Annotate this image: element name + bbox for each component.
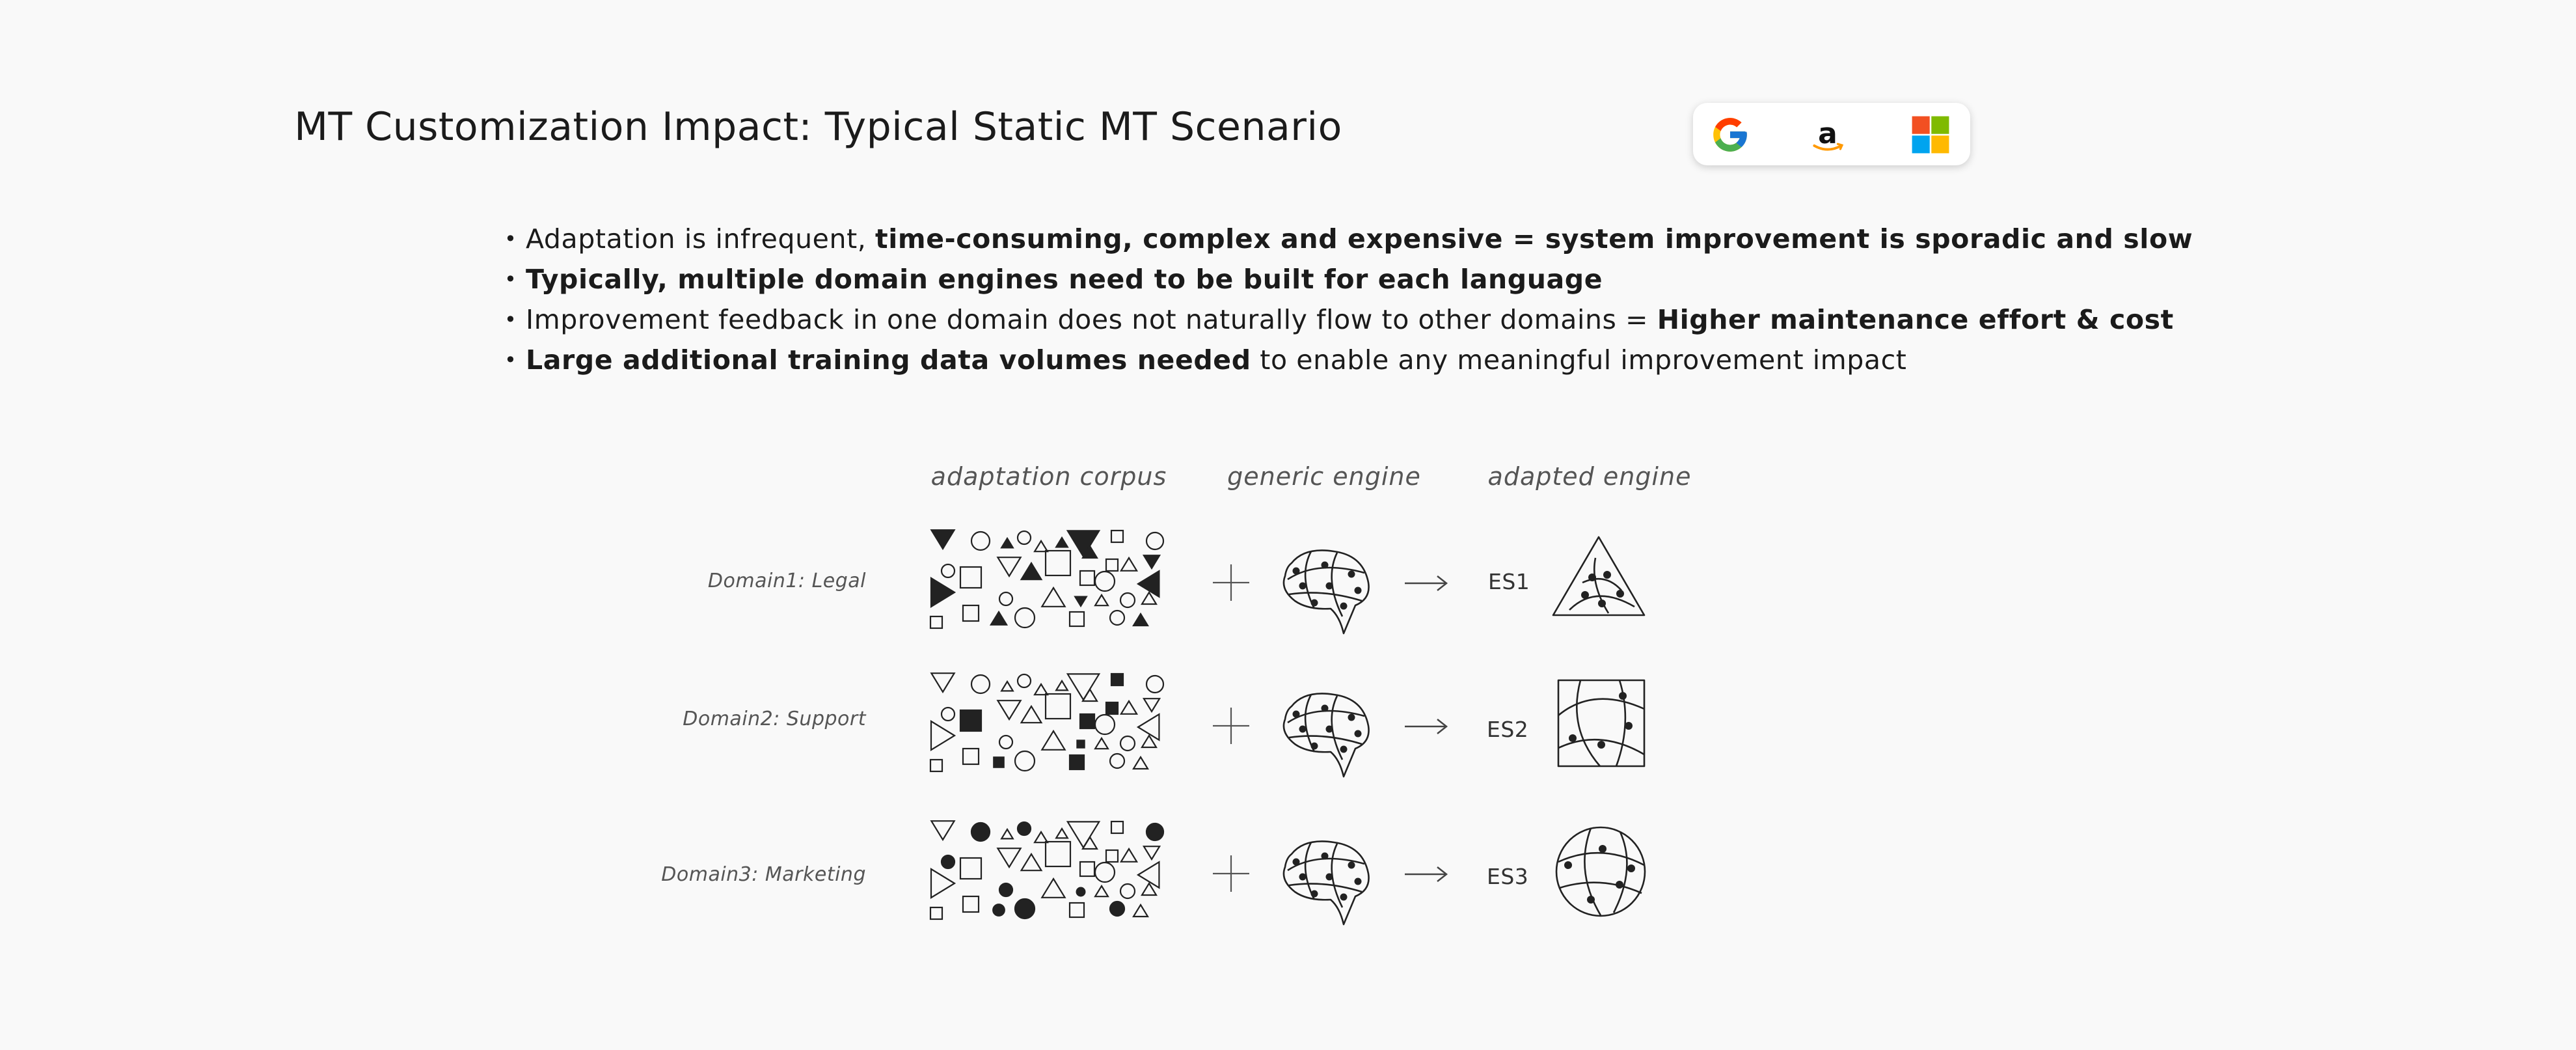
corpus-shape (1070, 755, 1084, 769)
corpus-shape (1144, 555, 1159, 568)
corpus-shape (1022, 563, 1042, 579)
corpus-shape (1080, 862, 1094, 876)
corpus-shape (931, 721, 955, 750)
engine-label: ES3 (1487, 864, 1529, 889)
corpus-shape (1110, 902, 1124, 916)
adaptation-corpus (929, 674, 1169, 778)
plus-icon (1212, 706, 1251, 745)
slide-title: MT Customization Impact: Typical Static MT Scenario (294, 104, 1342, 150)
corpus-shape (1046, 694, 1070, 719)
corpus-shape (1001, 682, 1013, 691)
corpus-shape (991, 612, 1007, 625)
corpus-shape (930, 760, 942, 771)
corpus-shape (1022, 854, 1042, 870)
corpus-shape (960, 710, 981, 731)
adapted-engine-triangle-icon (1550, 532, 1647, 629)
adapted-engine-circle-icon (1552, 823, 1649, 920)
corpus-shape (930, 907, 942, 919)
corpus-shape (1042, 731, 1064, 750)
corpus-shape (997, 700, 1020, 719)
corpus-shape (960, 858, 981, 879)
corpus-shape (1083, 689, 1097, 701)
corpus-shape (1046, 551, 1070, 575)
corpus-shape (1121, 849, 1137, 862)
corpus-shape (1042, 879, 1064, 898)
corpus-shape (1095, 715, 1115, 734)
corpus-shape (942, 564, 955, 577)
corpus-shape (1146, 676, 1163, 693)
corpus-shape (931, 578, 955, 607)
corpus-shape (1070, 903, 1084, 917)
domain-label: Domain2: Support (683, 708, 866, 730)
corpus-shape (1035, 684, 1048, 695)
google-logo-icon (1710, 115, 1750, 155)
adaptation-corpus (929, 822, 1169, 926)
corpus-shape (963, 605, 979, 621)
corpus-shape (1070, 612, 1084, 626)
corpus-shape (1133, 905, 1148, 917)
corpus-shape (1120, 593, 1135, 607)
domain-label: Domain3: Marketing (661, 863, 866, 886)
bullet-item: • Improvement feedback in one domain does not naturally flow to other domains = Higher maintenance effort & cost (504, 299, 2193, 340)
engine-label: ES2 (1487, 717, 1529, 742)
plus-icon (1212, 563, 1251, 602)
corpus-shape (1080, 714, 1094, 728)
corpus-shape (1001, 538, 1013, 547)
corpus-shape (1111, 822, 1123, 833)
plus-icon (1212, 854, 1251, 893)
corpus-shape (1022, 706, 1042, 723)
corpus-shape (971, 532, 990, 550)
corpus-shape (997, 557, 1020, 576)
vendor-logo-card (1693, 103, 1970, 165)
corpus-shape (1120, 884, 1135, 898)
corpus-shape (1077, 740, 1084, 747)
corpus-shape (1110, 754, 1124, 768)
corpus-shape (963, 749, 979, 764)
corpus-shape (1001, 829, 1013, 838)
bullet-item: • Adaptation is infrequent, time-consuming, complex and expensive = system improvement is sporadic and slow (504, 219, 2193, 259)
arrow-icon (1403, 573, 1449, 593)
corpus-shape (931, 821, 954, 840)
adaptation-corpus (929, 531, 1169, 635)
corpus-shape (1077, 888, 1085, 896)
corpus-shape (1056, 681, 1068, 690)
domain-label: Domain1: Legal (707, 570, 866, 592)
corpus-shape (997, 848, 1020, 867)
corpus-shape (1095, 572, 1115, 591)
corpus-shape (1133, 757, 1148, 769)
corpus-shape (963, 896, 979, 912)
corpus-shape (1133, 614, 1148, 626)
column-header-corpus: adaptation corpus (930, 462, 1167, 491)
column-header-adapted-engine: adapted engine (1487, 462, 1692, 491)
corpus-shape (931, 869, 955, 898)
microsoft-logo-icon (1910, 115, 1951, 155)
corpus-shape (999, 883, 1012, 896)
corpus-shape (1083, 837, 1097, 849)
corpus-shape (1018, 674, 1031, 687)
corpus-shape (1080, 571, 1094, 585)
generic-engine-brain-icon (1279, 835, 1376, 932)
corpus-shape (1120, 736, 1135, 751)
generic-engine-brain-icon (1279, 687, 1376, 784)
corpus-shape (971, 675, 990, 693)
corpus-shape (1015, 751, 1035, 771)
corpus-shape (930, 616, 942, 628)
corpus-shape (1075, 597, 1087, 606)
bullet-item: • Large additional training data volumes needed to enable any meaningful improvement impact (504, 340, 2193, 380)
column-header-generic-engine: generic engine (1227, 462, 1421, 491)
corpus-shape (1056, 829, 1068, 838)
corpus-shape (1035, 541, 1048, 551)
corpus-shape (1095, 738, 1108, 749)
corpus-shape (999, 592, 1012, 605)
corpus-shape (1106, 850, 1118, 862)
corpus-shape (1144, 698, 1159, 712)
corpus-shape (1121, 701, 1137, 714)
corpus-shape (1015, 899, 1035, 919)
corpus-shape (1018, 531, 1031, 544)
corpus-shape (1046, 842, 1070, 866)
bullet-item: • Typically, multiple domain engines need to be built for each language (504, 259, 2193, 299)
generic-engine-brain-icon (1279, 544, 1376, 641)
corpus-shape (1146, 532, 1163, 549)
adapted-engine-square-icon (1554, 676, 1652, 774)
corpus-shape (1144, 846, 1159, 859)
corpus-shape (1111, 674, 1123, 685)
arrow-icon (1403, 717, 1449, 736)
corpus-shape (1018, 822, 1031, 835)
arrow-icon (1403, 864, 1449, 884)
corpus-shape (1095, 863, 1115, 882)
engine-label: ES1 (1488, 569, 1530, 594)
corpus-shape (1056, 538, 1068, 547)
corpus-shape (942, 855, 955, 868)
bullet-list (504, 219, 2193, 380)
corpus-shape (931, 673, 954, 692)
corpus-shape (999, 736, 1012, 749)
corpus-shape (1146, 823, 1163, 840)
amazon-logo-icon (1808, 115, 1848, 155)
svg-text:a: a (1818, 117, 1837, 150)
corpus-shape (1042, 588, 1064, 607)
corpus-shape (1121, 558, 1137, 571)
corpus-shape (931, 530, 954, 549)
corpus-shape (1106, 559, 1118, 571)
corpus-shape (1095, 595, 1108, 605)
corpus-shape (1111, 531, 1123, 542)
corpus-shape (1015, 608, 1035, 628)
corpus-shape (1035, 832, 1048, 842)
corpus-shape (960, 567, 981, 588)
corpus-shape (1110, 611, 1124, 625)
corpus-shape (1095, 886, 1108, 896)
corpus-shape (994, 757, 1003, 767)
corpus-shape (993, 904, 1005, 916)
corpus-shape (1106, 702, 1118, 714)
corpus-shape (942, 708, 955, 721)
corpus-shape (971, 823, 990, 841)
